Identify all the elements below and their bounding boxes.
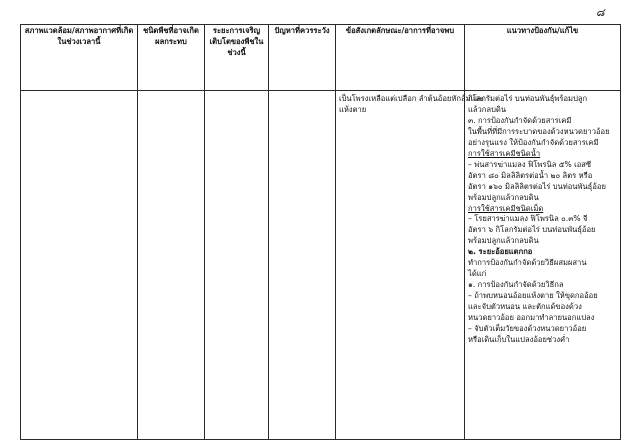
solution-line: – พ่นสารฆ่าแมลง ฟิโพรนิล ๕% เอสซี — [468, 159, 592, 169]
cell-environment — [21, 91, 138, 440]
solution-line: – โรยสารฆ่าแมลง ฟิโพรนิล ๐.๓% จี — [468, 214, 588, 224]
solution-line: การใช้สารเคมีชนิดน้ำ — [468, 148, 541, 158]
cell-growth-stage — [205, 91, 269, 440]
symptom-line: แห้งตาย — [339, 104, 367, 114]
solution-line: อัตรา ๘๐ มิลลิลิตรต่อน้ำ ๒๐ ลิตร หรือ — [468, 170, 593, 180]
solution-line: พร้อมปลูกแล้วกลบดิน — [468, 192, 539, 202]
header-symptoms: ข้อสังเกตลักษณะ/อาการที่อาจพบ — [336, 25, 465, 91]
solution-line: ๒. ระยะอ้อยแตกกอ — [468, 247, 533, 257]
solution-line: ได้แก่ — [468, 269, 487, 279]
solution-line: หนวดยาวอ้อย ออกมาทำลายนอกแปลง — [468, 313, 595, 323]
solution-line: กิโลกรัมต่อไร่ บนท่อนพันธุ์พร้อมปลูก — [468, 94, 588, 103]
solution-line: ในพื้นที่ที่มีการระบาดของด้วงหนวดยาวอ้อย — [468, 126, 610, 136]
header-plant-type: ชนิดพืชที่อาจเกิดผลกระทบ — [138, 25, 205, 91]
header-solutions: แนวทางป้องกัน/แก้ไข — [465, 25, 621, 91]
solution-line: พร้อมปลูกแล้วกลบดิน — [468, 236, 539, 246]
cell-problem — [269, 91, 336, 440]
solution-line: อัตรา ๑๖๐ มิลลิลิตรต่อไร่ บนท่อนพันธุ์อ้อย — [468, 181, 606, 191]
header-problem: ปัญหาที่ควรระวัง — [269, 25, 336, 91]
header-row — [21, 25, 621, 91]
solution-line: ๓. การป้องกันกำจัดด้วยสารเคมี — [468, 115, 572, 125]
symptom-line: เป็นโพรงเหลือแต่เปลือก ลำต้นอ้อยหักล้มและ — [339, 94, 485, 103]
solution-line: อัตรา ๖ กิโลกรัมต่อไร่ บนท่อนพันธุ์อ้อย — [468, 225, 596, 235]
cell-plant-type — [138, 91, 205, 440]
solution-line: หรือเดินเก็บในแปลงอ้อยช่วงค่ำ — [468, 334, 570, 344]
header-growth-stage: ระยะการเจริญเติบโตของพืชในช่วงนี้ — [205, 25, 269, 91]
solutions-text — [465, 91, 620, 346]
solution-line: – ถ้าพบหนอนอ้อยแห้งตาย ให้ขุดกออ้อย — [468, 291, 598, 301]
solution-line: – จับตัวเต็มวัยของด้วงหนวดยาวอ้อย — [468, 324, 587, 334]
cell-solutions — [465, 91, 621, 440]
symptoms-text — [336, 91, 485, 116]
solution-line: อย่างรุนแรง ให้ป้องกันกำจัดด้วยสารเคมี — [468, 137, 599, 147]
solution-line: ๑. การป้องกันกำจัดด้วยวิธีกล — [468, 280, 564, 290]
table-row — [21, 91, 621, 440]
pest-guidance-table — [20, 24, 621, 440]
solution-line: แล้วกลบดิน — [468, 104, 507, 114]
header-environment: สภาพแวดล้อม/สภาพอากาศที่เกิดในช่วงเวลานี้ — [21, 25, 138, 91]
solution-line: ทำการป้องกันกำจัดด้วยวิธีผสมผสาน — [468, 258, 587, 268]
page-number: ๘ — [596, 6, 605, 19]
solution-line: การใช้สารเคมีชนิดเม็ด — [468, 203, 544, 213]
solution-line: และจับตัวหนอน และตักแด้ของด้วง — [468, 302, 582, 312]
